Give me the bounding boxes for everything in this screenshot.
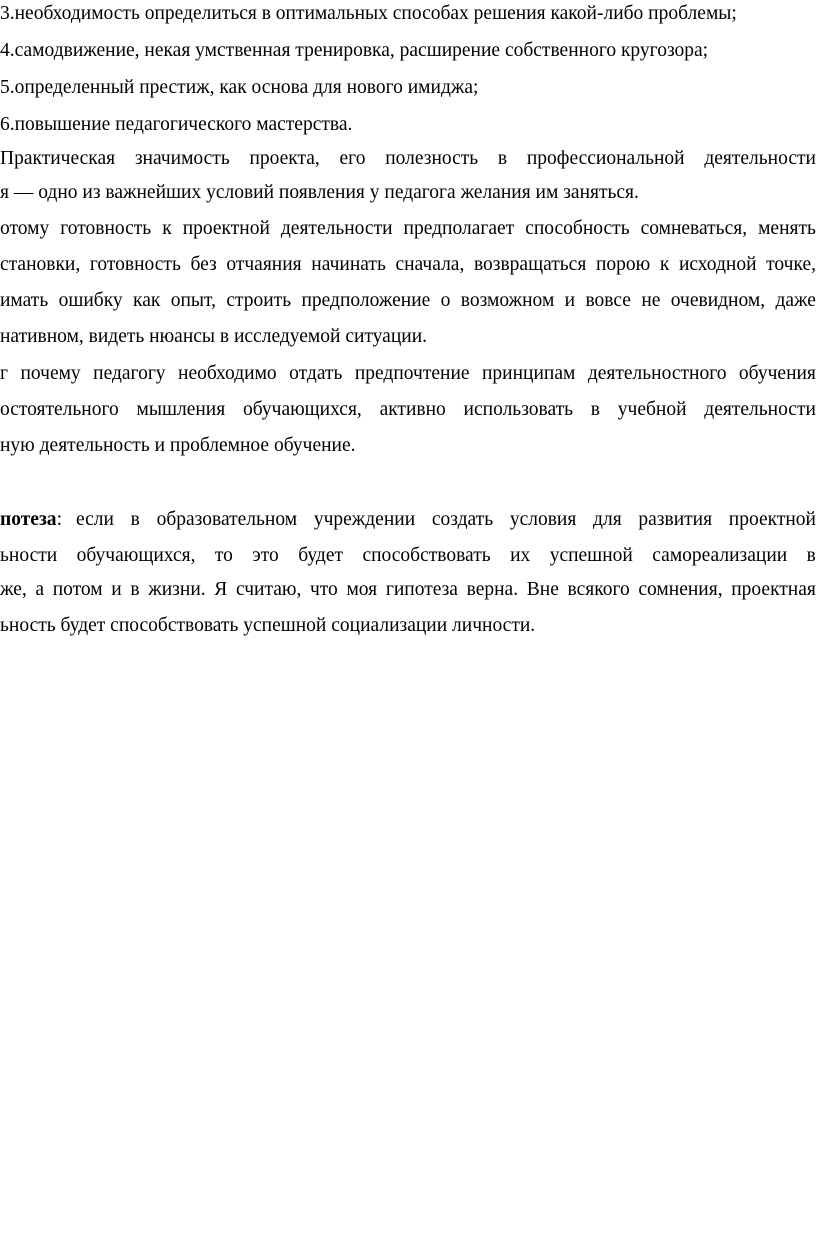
word: готовность [60,218,152,239]
word: сомневаться, [640,218,748,239]
word: способствовать [362,545,491,566]
word: что [309,579,338,600]
hypothesis-line [0,508,816,532]
word: и [564,290,576,311]
word: всякого [567,579,630,600]
word: деятельностного [587,363,727,384]
word: в [130,579,140,600]
word: проекта, [249,148,320,169]
word: считаю, [235,579,302,600]
word: и [111,579,122,600]
word: моя [346,579,378,600]
word: использовать [463,399,574,420]
hypothesis-lead [0,508,62,532]
word: а [35,579,45,600]
word: мышления [136,399,226,420]
word: предполагает [403,218,515,239]
word: отчаяния [226,254,302,275]
paragraph-line [0,289,816,313]
word: к [162,218,172,239]
word: отдать [289,363,343,384]
word: верна. [466,579,519,600]
paragraph-line [0,217,816,241]
word: в [590,399,601,420]
word: учебной [617,399,687,420]
word: строить [226,290,292,311]
word: опыт, [170,290,216,311]
word: проектной [182,218,270,239]
word: становки, [0,254,81,275]
paragraph-line: я — одно из важнейших условий появления у педагога желания им заняться. [0,182,639,203]
word: в [497,148,508,169]
paragraph-line [0,147,816,171]
word: Вне [526,579,559,600]
word: ошибку [58,290,123,311]
paragraph-line: нативном, видеть нюансы в исследуемой ситуации. [0,326,428,347]
paragraph-line [0,544,816,568]
word: способность [525,218,630,239]
word: то [214,545,233,566]
word: деятельности [704,148,816,169]
word: порою [595,254,651,275]
word: остоятельного [0,399,119,420]
word: проектной [728,509,816,530]
word: развития [638,509,713,530]
word: очевидном, [670,290,766,311]
word: самореализации [652,545,788,566]
word: точке, [766,254,816,275]
word: образовательном [156,509,298,530]
word: к [659,254,670,275]
word: в [806,545,816,566]
word: активно [379,399,446,420]
list-item-6: 6.повышение педагогического мастерства. [0,114,353,135]
word: обучающихся, [76,545,196,566]
paragraph-line [0,362,816,386]
hypothesis-text [76,508,816,532]
word: же, [0,579,27,600]
word: гипотеза [385,579,458,600]
word: создать [431,509,494,530]
word: Я [214,579,228,600]
list-item-3: 3.необходимость определиться в оптимальных способах решения какой-либо проблемы; [0,3,737,24]
word: полезность [385,148,479,169]
hypothesis-colon: : [56,509,62,530]
word: педагогу [93,363,166,384]
word: принципам [482,363,576,384]
word: обучающихся, [242,399,362,420]
word: учреждении [313,509,416,530]
word: их [510,545,531,566]
word: имать [0,290,49,311]
word: условия [509,509,577,530]
word: успешной [549,545,633,566]
word: почему [20,363,81,384]
word: ьности [0,545,58,566]
word: деятельности [704,399,816,420]
list-item-5: 5.определенный престиж, как основа для нового имиджа; [0,77,479,98]
word: профессиональной [526,148,685,169]
word: как [133,290,161,311]
word: готовность [89,254,181,275]
hypothesis-label: потеза [0,509,57,530]
word: будет [298,545,344,566]
word: значимость [134,148,230,169]
word: без [190,254,217,275]
word: начинать [311,254,386,275]
word: его [339,148,366,169]
word: проектная [731,579,816,600]
word: даже [775,290,816,311]
word: отому [0,218,50,239]
word: возможном [460,290,555,311]
word: деятельности [280,218,393,239]
word: это [252,545,279,566]
paragraph-line: ьность будет способствовать успешной социализации личности. [0,615,536,636]
word: жизни. [148,579,206,600]
paragraph-line [0,253,816,277]
word: предположение [301,290,431,311]
list-item-4: 4.самодвижение, некая умственная тренировка, расширение собственного кругозора; [0,40,709,61]
word: возвращаться [473,254,587,275]
word: потом [52,579,103,600]
word: сначала, [395,254,465,275]
word: необходимо [178,363,277,384]
word: предпочтение [354,363,470,384]
word: обучения [738,363,816,384]
paragraph-line [0,578,816,602]
word: не [641,290,661,311]
word: исходной [678,254,757,275]
word: г [0,363,8,384]
word: вовсе [585,290,631,311]
word: для [593,509,622,530]
word: о [440,290,451,311]
paragraph-line [0,398,816,422]
word: менять [758,218,816,239]
word: сомнения, [638,579,723,600]
word: если [75,509,114,530]
word: в [130,509,140,530]
word: Практическая [0,148,116,169]
paragraph-line: ную деятельность и проблемное обучение. [0,435,356,456]
